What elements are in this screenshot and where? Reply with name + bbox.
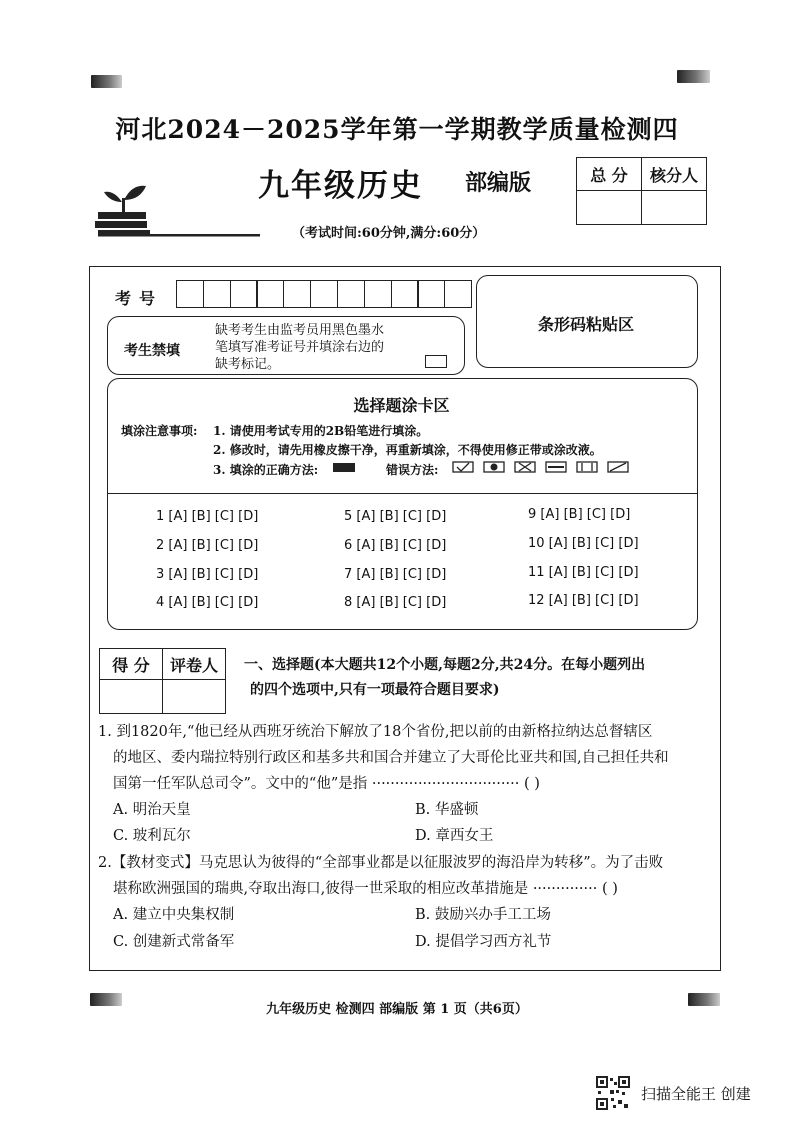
question-1-option-c[interactable]: C. 玻利瓦尔 xyxy=(113,828,191,844)
question-2-option-d[interactable]: D. 提倡学习西方礼节 xyxy=(415,934,552,950)
correct-fill-example xyxy=(333,463,355,472)
total-score-cell[interactable] xyxy=(577,191,642,225)
absent-instruction-line: 缺考标记。 xyxy=(215,357,281,372)
instruction-1: 1. 请使用考试专用的2B铅笔进行填涂。 xyxy=(213,424,429,438)
exam-number-cell[interactable] xyxy=(364,280,392,308)
checker-cell[interactable] xyxy=(642,191,707,225)
score-label: 得 分 xyxy=(100,649,163,680)
answer-row-q7[interactable]: 7 [A] [B] [C] [D] xyxy=(344,567,447,582)
reviewer-cell[interactable] xyxy=(163,680,226,714)
no-fill-label: 考生禁填 xyxy=(124,343,180,359)
total-score-table xyxy=(576,157,707,225)
exam-number-cell[interactable] xyxy=(230,280,258,308)
exam-number-cell[interactable] xyxy=(337,280,365,308)
registration-marker-top-right xyxy=(677,70,710,83)
instruction-3: 3. 填涂的正确方法: xyxy=(213,463,319,477)
instruction-2: 2. 修改时，请先用橡皮擦干净，再重新填涂，不得使用修正带或涂改液。 xyxy=(213,443,602,457)
answer-row-q10[interactable]: 10 [A] [B] [C] [D] xyxy=(528,536,639,551)
section-heading-line: 的四个选项中,只有一项最符合题目要求) xyxy=(250,682,500,698)
question-1-option-a[interactable]: A. 明治天皇 xyxy=(113,802,191,818)
exam-number-cells[interactable] xyxy=(176,280,471,308)
page-footer: 九年级历史 检测四 部编版 第 1 页（共6页） xyxy=(266,1002,528,1017)
answer-row-q4[interactable]: 4 [A] [B] [C] [D] xyxy=(156,595,259,610)
answer-row-q12[interactable]: 12 [A] [B] [C] [D] xyxy=(528,593,639,608)
question-1-line-3: 国第一任军队总司令”。文中的“他”是指 ································ ( ) xyxy=(113,776,540,792)
question-1-option-b[interactable]: B. 华盛顿 xyxy=(415,802,479,818)
exam-number-cell[interactable] xyxy=(176,280,204,308)
checker-label: 核分人 xyxy=(642,158,707,191)
instructions-label: 填涂注意事项: xyxy=(121,424,198,438)
section-grade-table xyxy=(99,648,226,714)
question-2-line-1: 2.【教材变式】马克思认为彼得的“全部事业都是以征服波罗的海沿岸为转移”。为了击败 xyxy=(98,855,664,871)
exam-number-cell[interactable] xyxy=(391,280,419,308)
registration-marker-top-left xyxy=(91,75,122,88)
answer-card-divider xyxy=(107,493,698,494)
answer-row-q6[interactable]: 6 [A] [B] [C] [D] xyxy=(344,538,447,553)
question-2-option-b[interactable]: B. 鼓励兴办手工工场 xyxy=(415,907,551,923)
question-2-option-c[interactable]: C. 创建新式常备军 xyxy=(113,934,235,950)
wrong-method-label: 错误方法: xyxy=(386,463,439,477)
question-1-option-d[interactable]: D. 章西女王 xyxy=(415,828,494,844)
question-1-line-2: 的地区、委内瑞拉特别行政区和基多共和国合并建立了大哥伦比亚共和国,自己担任共和 xyxy=(113,750,669,766)
answer-card-title: 选择题涂卡区 xyxy=(353,396,450,415)
exam-number-label: 考号 xyxy=(115,289,164,308)
exam-time-info: （考试时间:60分钟,满分:60分） xyxy=(292,226,486,241)
total-score-label: 总 分 xyxy=(577,158,642,191)
exam-number-cell[interactable] xyxy=(256,280,284,308)
answer-row-q11[interactable]: 11 [A] [B] [C] [D] xyxy=(528,565,639,580)
qr-code-icon xyxy=(596,1076,630,1110)
exam-number-cell[interactable] xyxy=(444,280,472,308)
scanner-watermark: 扫描全能王 创建 xyxy=(641,1085,751,1103)
question-1-line-1: 1. 到1820年,“他已经从西班牙统治下解放了18个省份,把以前的由新格拉纳达总督辖区 xyxy=(98,724,653,740)
wrong-fill-examples-icon xyxy=(452,459,632,475)
absent-instructions xyxy=(215,322,415,373)
question-2-line-2: 堪称欧洲强国的瑞典,夺取出海口,彼得一世采取的相应改革措施是 ·············· ( ) xyxy=(113,881,618,897)
absent-instruction-line: 笔填写准考证号并填涂右边的 xyxy=(215,340,385,355)
score-cell[interactable] xyxy=(100,680,163,714)
answer-row-q5[interactable]: 5 [A] [B] [C] [D] xyxy=(344,509,447,524)
section-heading xyxy=(244,653,716,703)
exam-number-cell[interactable] xyxy=(310,280,338,308)
absent-instruction-line: 缺考考生由监考员用黑色墨水 xyxy=(215,323,385,338)
edition-label: 部编版 xyxy=(465,170,532,196)
exam-number-cell[interactable] xyxy=(417,280,445,308)
subject-title: 九年级历史 xyxy=(258,168,423,204)
answer-row-q8[interactable]: 8 [A] [B] [C] [D] xyxy=(344,595,447,610)
reviewer-label: 评卷人 xyxy=(163,649,226,680)
barcode-label: 条形码粘贴区 xyxy=(537,315,634,334)
absent-mark-box[interactable] xyxy=(425,355,447,368)
section-heading-line: 一、选择题(本大题共12个小题,每题2分,共24分。在每小题列出 xyxy=(244,657,646,673)
answer-row-q3[interactable]: 3 [A] [B] [C] [D] xyxy=(156,567,259,582)
answer-row-q2[interactable]: 2 [A] [B] [C] [D] xyxy=(156,538,259,553)
book-sprout-icon xyxy=(92,178,262,238)
answer-row-q1[interactable]: 1 [A] [B] [C] [D] xyxy=(156,509,259,524)
exam-number-cell[interactable] xyxy=(203,280,231,308)
exam-number-cell[interactable] xyxy=(283,280,311,308)
question-2-option-a[interactable]: A. 建立中央集权制 xyxy=(113,907,235,923)
answer-row-q9[interactable]: 9 [A] [B] [C] [D] xyxy=(528,507,631,522)
exam-title: 河北2024－2025学年第一学期教学质量检测四 xyxy=(115,115,679,144)
